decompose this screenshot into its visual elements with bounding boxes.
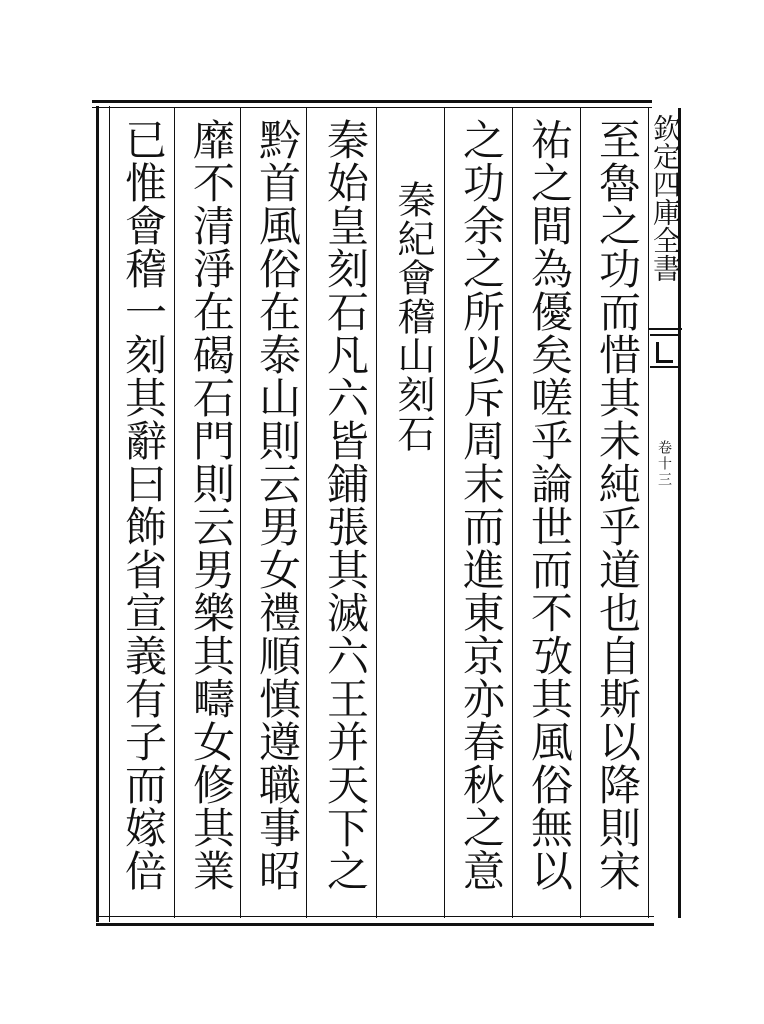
left-border-rule <box>96 106 110 922</box>
section-title: 秦紀會稽山刻石 <box>391 180 435 453</box>
column-divider <box>512 108 513 918</box>
text-column-8: 已惟會稽一刻其辭曰飾省宣義有子而嫁倍 <box>119 118 168 892</box>
text-column-6: 黔首風俗在泰山則云男女禮順慎遵職事昭 <box>253 118 302 892</box>
text-column-5: 秦始皇刻石凡六皆鋪張其滅六王并天下之 <box>321 118 370 892</box>
column-divider <box>306 108 307 918</box>
column-divider <box>240 108 241 918</box>
bottom-border-rule <box>96 916 654 926</box>
column-divider <box>580 108 581 918</box>
text-column-3: 之功余之所以斥周末而進東京亦春秋之意 <box>457 118 506 892</box>
column-divider <box>376 108 377 918</box>
column-divider <box>174 108 175 918</box>
text-column-1: 至魯之功而惜其未純乎道也自斯以降則宋 <box>593 118 642 892</box>
juan-number: 卷十三 <box>656 440 672 488</box>
text-column-2: 祐之間為優矣嗟乎論世而不攷其風俗無以 <box>525 118 574 892</box>
text-column-7: 靡不清淨在碣石門則云男樂其疇女修其業 <box>187 118 236 892</box>
top-border-rule <box>92 100 652 108</box>
column-divider <box>444 108 445 918</box>
book-title: 欽定四庫全書 <box>648 108 682 330</box>
fish-tail-mark <box>650 334 678 368</box>
